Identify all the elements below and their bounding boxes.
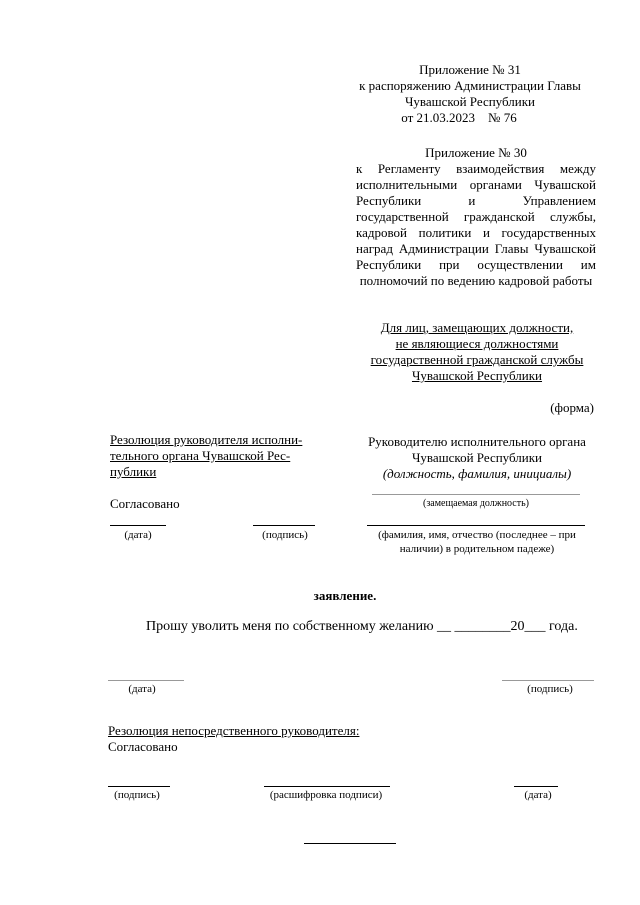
- statement-date-line: [108, 680, 184, 681]
- bottom-resolution: Резолюция непосредственного руководителя:: [108, 723, 360, 738]
- left-resolution: [110, 432, 325, 480]
- form-label: (форма): [550, 400, 594, 415]
- appendix-31-header: [340, 62, 600, 126]
- appendix-30-title: Приложение № 30: [425, 145, 527, 160]
- fio-label-line-1: (фамилия, имя, отчество (последнее – при: [378, 529, 576, 541]
- bottom-decode-label: (расшифровка подписи): [269, 789, 383, 801]
- appendix-30-body: к Регламенту взаимодействия между исполнительными органами Чувашской Республики и Управлением государственной гражданской службы, кадровой политики и государственных наград Администрации Главы Чувашской Республики при осуществлении им полномочий по ведению кадровой работы: [356, 161, 596, 288]
- appendix-31-title: Приложение № 31: [419, 62, 521, 77]
- statement-signature-line: [502, 680, 594, 681]
- bottom-signature-line: [108, 786, 170, 787]
- statement-text: Прошу уволить меня по собственному желанию __ ________20___ года.: [146, 619, 578, 634]
- statement-date-label: (дата): [128, 683, 156, 695]
- scope-line-4: Чувашской Республики: [411, 368, 543, 383]
- left-signature-label: (подпись): [262, 529, 308, 541]
- scope-note: [352, 320, 602, 384]
- appendix-31-line2: Чувашской Республики: [404, 94, 536, 109]
- appendix-31-date-number: от 21.03.2023 № 76: [401, 110, 517, 125]
- bottom-signature-label: (подпись): [114, 789, 160, 801]
- fio-line: [367, 525, 585, 526]
- bottom-agreed: Согласовано: [108, 739, 178, 754]
- left-resolution-line-1: Резолюция руководителя исполни-: [110, 432, 303, 447]
- addressee-line-1: Руководителю исполнительного органа: [368, 434, 586, 449]
- bottom-decode-line: [264, 786, 390, 787]
- bottom-date-line: [514, 786, 558, 787]
- statement-title: заявление.: [313, 588, 377, 603]
- fio-label: [352, 528, 602, 556]
- scope-line-1: Для лиц, замещающих должности,: [380, 320, 574, 335]
- left-signature-line: [253, 525, 315, 526]
- bottom-date-label: (дата): [524, 789, 552, 801]
- left-resolution-line-3: публики: [110, 464, 157, 479]
- left-agreed: Согласовано: [110, 496, 180, 511]
- position-line: [372, 494, 580, 495]
- footer-separator: [304, 843, 396, 844]
- statement-signature-label: (подпись): [527, 683, 573, 695]
- left-resolution-line-2: тельного органа Чувашской Рес-: [110, 448, 291, 463]
- addressee-line-2: Чувашской Республики: [411, 450, 543, 465]
- fio-label-line-2: наличии) в родительном падеже): [399, 543, 555, 555]
- left-date-line: [110, 525, 166, 526]
- left-date-label: (дата): [124, 529, 152, 541]
- addressee-hint: (должность, фамилия, инициалы): [382, 466, 572, 481]
- scope-line-2: не являющиеся должностями: [395, 336, 559, 351]
- appendix-31-line1: к распоряжению Администрации Главы: [359, 78, 581, 93]
- position-label: (замещаемая должность): [422, 498, 529, 509]
- scope-line-3: государственной гражданской службы: [370, 352, 584, 367]
